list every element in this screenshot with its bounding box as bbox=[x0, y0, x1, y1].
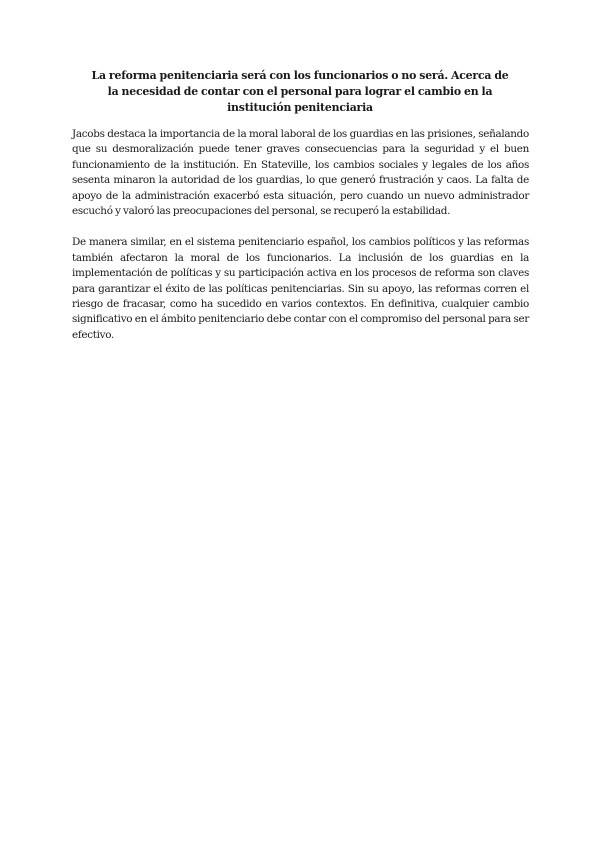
paragraph-1: Jacobs destaca la importancia de la moral laboral de los guardias en las prisiones, señalando que su desmoralización puede tener graves consecuencias para la seguridad y el buen funcionamiento de la institución. En Stateville, los cambios sociales y legales de los años sesenta minaron la autoridad de los guardias, lo que generó frustración y caos. La falta de apoyo de la administración exacerbó esta situación, pero cuando un nuevo administrador escuchó y valoró las preocupaciones del personal, se recuperó la estabilidad. bbox=[72, 128, 529, 218]
document-title: La reforma penitenciaria será con los funcionarios o no será. Acerca de la necesidad de contar con el personal para lograr el cambio en la institución penitenciaria bbox=[91, 69, 509, 114]
paragraph-2: De manera similar, en el sistema penitenciario español, los cambios políticos y las reformas también afectaron la moral de los funcionarios. La inclusión de los guardias en la implementación de políticas y su participación activa en los procesos de reforma son claves para garantizar el éxito de las políticas penitenciarias. Sin su apoyo, las reformas corren el riesgo de fracasar, como ha sucedido en varios contextos. En definitiva, cualquier cambio significativo en el ámbito penitenciario debe contar con el compromiso del personal para ser efectivo. bbox=[72, 236, 529, 341]
document-body bbox=[72, 127, 529, 359]
